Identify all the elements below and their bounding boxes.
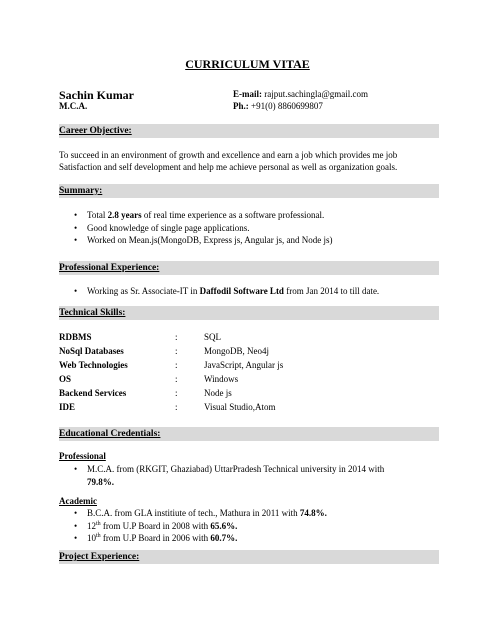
list-item: • Good knowledge of single page applications.	[59, 222, 333, 235]
summary-heading: Summary:	[59, 184, 439, 198]
career-line-2: Satisfaction and self development and help me achieve personal as well as organization goals.	[59, 162, 398, 172]
skill-row-rdbms: RDBMS : SQL	[59, 332, 222, 342]
career-line-1: To succeed in an environment of growth and excellence and earn a job which provides me job	[59, 150, 398, 160]
professional-label: Professional	[59, 451, 106, 461]
list-item: • 10th from U.P Board in 2006 with 60.7%.	[59, 532, 327, 545]
list-item: • Total 2.8 years of real time experience as a software professional.	[59, 209, 333, 222]
skill-row-nosql: NoSql Databases : MongoDB, Neo4j	[59, 346, 269, 356]
academic-label: Academic	[59, 496, 97, 506]
experience-list	[59, 285, 379, 298]
skill-row-backend: Backend Services : Node js	[59, 388, 232, 398]
skill-row-web: Web Technologies : JavaScript, Angular js	[59, 360, 284, 370]
academic-education-list	[59, 507, 327, 545]
candidate-degree: M.C.A.	[59, 101, 88, 111]
list-item: • Worked on Mean.js(MongoDB, Express js, Angular js, and Node js)	[59, 234, 333, 247]
list-item: • Working as Sr. Associate-IT in Daffodil Software Ltd from Jan 2014 to till date.	[59, 285, 379, 298]
education-heading: Educational Credentials:	[59, 427, 439, 441]
list-item: • M.C.A. from (RKGIT, Ghaziabad) UttarPradesh Technical university in 2014 with	[59, 463, 384, 476]
professional-education-list	[59, 463, 384, 488]
career-objective-text	[59, 149, 439, 173]
phone-label: Ph.:	[233, 101, 249, 111]
phone-value: +91(0) 8860699807	[251, 101, 323, 111]
skill-row-ide: IDE : Visual Studio,Atom	[59, 402, 276, 412]
project-experience-heading: Project Experience:	[59, 550, 439, 564]
candidate-name: Sachin Kumar	[59, 88, 135, 102]
skill-row-os: OS : Windows	[59, 374, 239, 384]
phone-line	[233, 101, 323, 111]
email-line	[233, 89, 368, 99]
career-objective-heading: Career Objective:	[59, 124, 439, 138]
email-value[interactable]: rajput.sachingla@gmail.com	[264, 89, 369, 99]
summary-list	[59, 209, 333, 247]
technical-skills-heading: Technical Skills:	[59, 306, 439, 320]
document-title: CURRICULUM VITAE	[185, 57, 310, 71]
list-item: • B.C.A. from GLA institiute of tech., Mathura in 2011 with 74.8%.	[59, 507, 327, 520]
email-label: E-mail:	[233, 89, 262, 99]
list-item-continuation: 79.8%.	[87, 476, 114, 487]
list-item: • 12th from U.P Board in 2008 with 65.6%.	[59, 520, 327, 533]
professional-experience-heading: Professional Experience:	[59, 261, 439, 275]
